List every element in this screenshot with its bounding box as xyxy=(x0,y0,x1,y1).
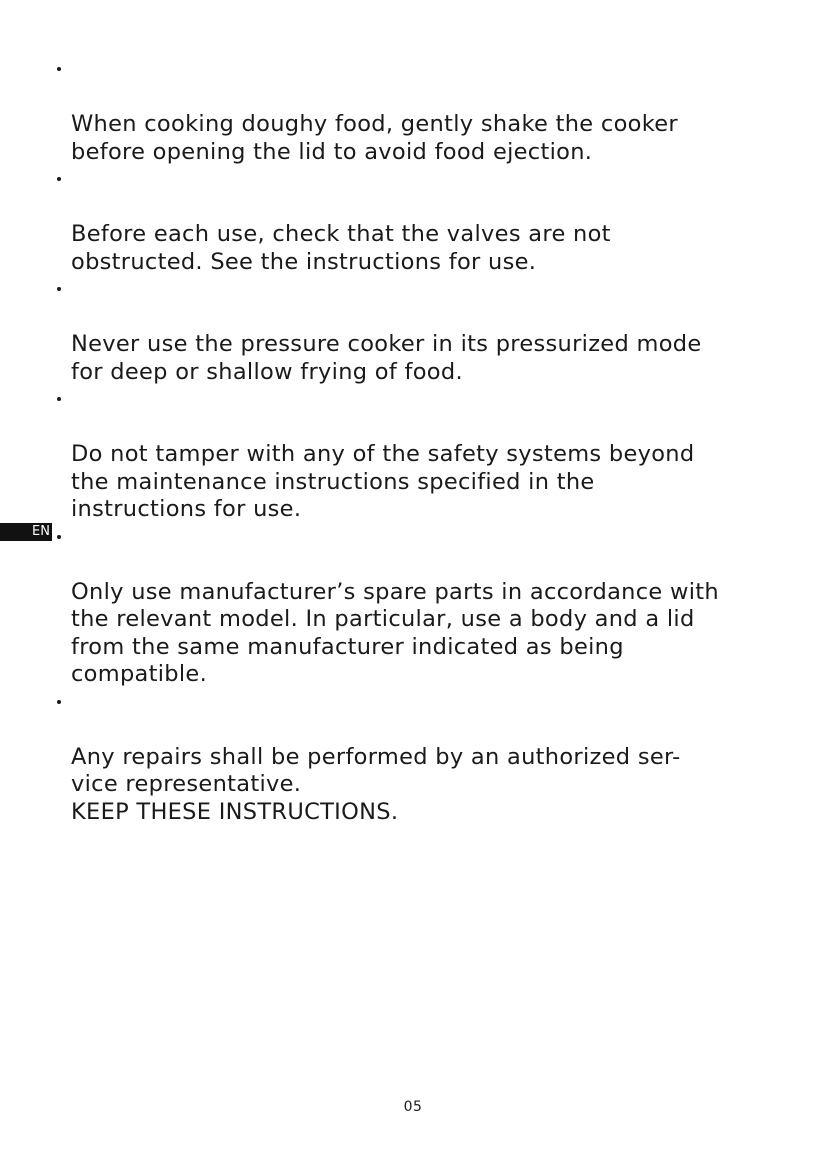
instructions-section xyxy=(56,56,776,826)
list-item-text: Before each use, check that the valves are not obstructed. See the instructions for use. xyxy=(71,221,611,275)
page-number: 05 xyxy=(403,1099,423,1115)
bullet-icon xyxy=(57,67,61,71)
list-item-text: Only use manufacturer’s spare parts in accordance with the relevant model. In particular, use a body and a lid from the same manufacturer indicated as being compatible. xyxy=(71,578,719,687)
list-item xyxy=(56,56,776,166)
list-item-text: Any repairs shall be performed by an authorized ser- vice representative. xyxy=(71,743,681,797)
list-item-text: Never use the pressure cooker in its pressurized mode for deep or shallow frying of food. xyxy=(71,331,702,385)
bullet-icon xyxy=(57,177,61,181)
list-item-text: Do not tamper with any of the safety systems beyond the maintenance instructions specified in the instructions for use. xyxy=(71,441,695,522)
list-item xyxy=(56,276,776,386)
list-item xyxy=(56,166,776,276)
keep-instructions-note: KEEP THESE INSTRUCTIONS. xyxy=(71,798,399,825)
bullet-icon xyxy=(57,287,61,291)
list-item-text: When cooking doughy food, gently shake the cooker before opening the lid to avoid food ejection. xyxy=(71,111,678,165)
list-item xyxy=(56,386,776,524)
safety-instructions-list xyxy=(56,56,776,799)
list-item xyxy=(56,524,776,689)
bullet-icon xyxy=(57,535,61,539)
language-tab: EN xyxy=(0,523,52,541)
bullet-icon xyxy=(57,397,61,401)
list-item xyxy=(56,689,776,799)
bullet-icon xyxy=(57,700,61,704)
